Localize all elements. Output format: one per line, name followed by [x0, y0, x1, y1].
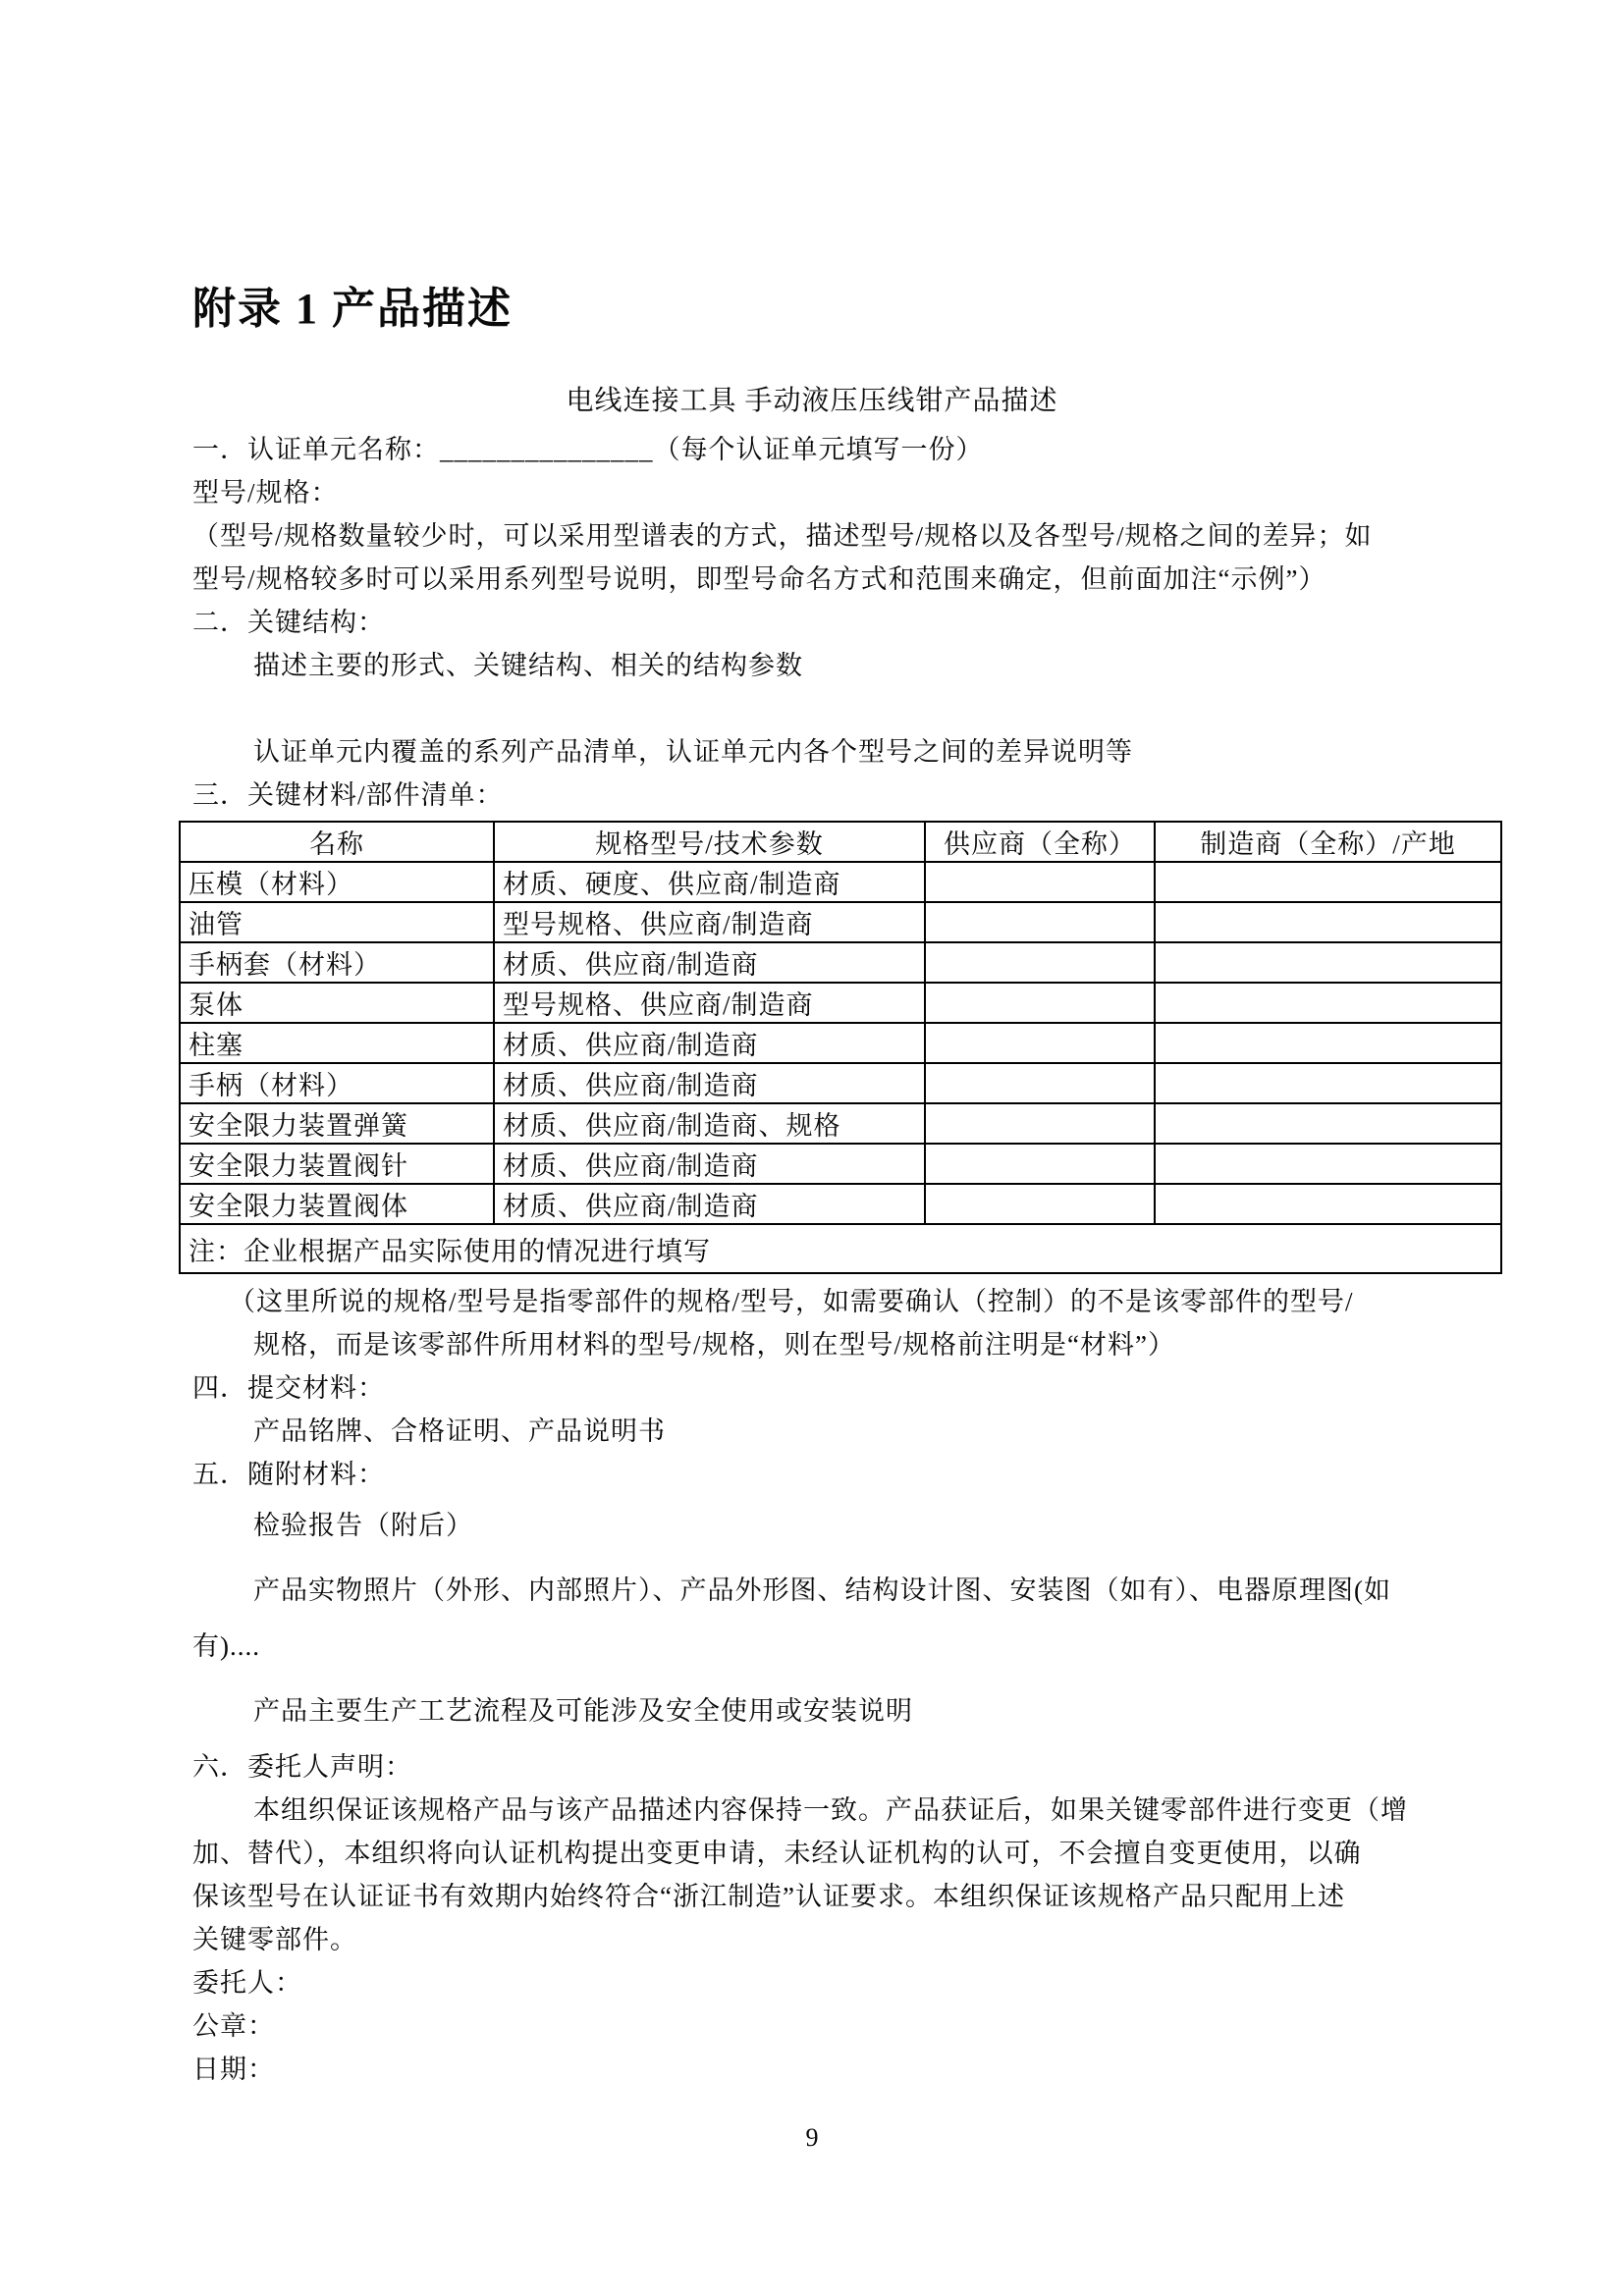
- spec-cell: 材质、供应商/制造商: [494, 942, 925, 983]
- supplier-cell: [925, 1144, 1155, 1184]
- part-name-cell: 手柄（材料）: [180, 1063, 494, 1103]
- spec-cell: 材质、供应商/制造商: [494, 1023, 925, 1063]
- table-row: [180, 983, 1501, 1023]
- text-line: 保该型号在认证证书有效期内始终符合“浙江制造”认证要求。本组织保证该规格产品只配用上述: [192, 1882, 1345, 1912]
- text-line: 二．关键结构：: [192, 608, 385, 638]
- text-line: 检验报告（附后）: [253, 1511, 473, 1541]
- manufacturer-cell: [1155, 1103, 1501, 1144]
- text-line: 日期：: [192, 2055, 275, 2085]
- text-line: 产品主要生产工艺流程及可能涉及安全使用或安装说明: [253, 1696, 913, 1727]
- supplier-cell: [925, 942, 1155, 983]
- supplier-cell: [925, 983, 1155, 1023]
- body-text-before-table: [179, 428, 1445, 817]
- supplier-cell: [925, 1023, 1155, 1063]
- spec-cell: 型号规格、供应商/制造商: [494, 983, 925, 1023]
- supplier-cell: [925, 1063, 1155, 1103]
- part-name-cell: 柱塞: [180, 1023, 494, 1063]
- text-line: 型号/规格较多时可以采用系列型号说明，即型号命名方式和范围来确定，但前面加注“示例”）: [192, 564, 1326, 595]
- table-row: [180, 1144, 1501, 1184]
- column-header: 规格型号/技术参数: [494, 822, 925, 862]
- spec-cell: 材质、供应商/制造商: [494, 1063, 925, 1103]
- manufacturer-cell: [1155, 902, 1501, 942]
- supplier-cell: [925, 1184, 1155, 1224]
- column-header: 名称: [180, 822, 494, 862]
- column-header: 供应商（全称）: [925, 822, 1155, 862]
- table-note: 注：企业根据产品实际使用的情况进行填写: [180, 1224, 1501, 1273]
- table-row: [180, 942, 1501, 983]
- table-row: [180, 1023, 1501, 1063]
- table-row: [180, 902, 1501, 942]
- table-body: [180, 862, 1501, 1273]
- manufacturer-cell: [1155, 983, 1501, 1023]
- text-line: 三．关键材料/部件清单：: [192, 780, 504, 811]
- manufacturer-cell: [1155, 1184, 1501, 1224]
- part-name-cell: 安全限力装置阀体: [180, 1184, 494, 1224]
- supplier-cell: [925, 862, 1155, 902]
- text-line: 认证单元内覆盖的系列产品清单，认证单元内各个型号之间的差异说明等: [253, 737, 1133, 768]
- spec-cell: 型号规格、供应商/制造商: [494, 902, 925, 942]
- text-line: 加、替代），本组织将向认证机构提出变更申请，未经认证机构的认可，不会擅自变更使用，以确: [192, 1839, 1362, 1869]
- text-line: 关键零部件。: [192, 1925, 357, 1955]
- text-line: 四．提交材料：: [192, 1373, 385, 1404]
- part-name-cell: 油管: [180, 902, 494, 942]
- text-line: 产品实物照片（外形、内部照片）、产品外形图、结构设计图、安装图（如有）、电器原理图(如: [253, 1575, 1391, 1606]
- supplier-cell: [925, 1103, 1155, 1144]
- text-line: （型号/规格数量较少时，可以采用型谱表的方式，描述型号/规格以及各型号/规格之间的差异；如: [192, 521, 1373, 552]
- text-line: 型号/规格：: [192, 478, 339, 508]
- table-row: [180, 1184, 1501, 1224]
- part-name-cell: 压模（材料）: [180, 862, 494, 902]
- text-line: 产品铭牌、合格证明、产品说明书: [253, 1416, 666, 1447]
- column-header: 制造商（全称）/产地: [1155, 822, 1501, 862]
- text-line: 有)....: [192, 1631, 260, 1662]
- manufacturer-cell: [1155, 1023, 1501, 1063]
- text-line: 本组织保证该规格产品与该产品描述内容保持一致。产品获证后，如果关键零部件进行变更（增: [253, 1795, 1408, 1826]
- spec-cell: 材质、供应商/制造商: [494, 1184, 925, 1224]
- product-description-subtitle: 电线连接工具 手动液压压线钳产品描述: [566, 386, 1058, 417]
- table-note-row: [180, 1224, 1501, 1273]
- spec-cell: 材质、硬度、供应商/制造商: [494, 862, 925, 902]
- table-row: [180, 1063, 1501, 1103]
- text-line: 五．随附材料：: [192, 1460, 385, 1490]
- text-line: 委托人：: [192, 1968, 302, 1999]
- manufacturer-cell: [1155, 1144, 1501, 1184]
- text-line: （这里所说的规格/型号是指零部件的规格/型号，如需要确认（控制）的不是该零部件的型号/: [229, 1287, 1354, 1317]
- manufacturer-cell: [1155, 942, 1501, 983]
- key-materials-table: [179, 821, 1502, 1274]
- text-line: 规格，而是该零部件所用材料的型号/规格，则在型号/规格前注明是“材料”）: [253, 1330, 1175, 1361]
- supplier-cell: [925, 902, 1155, 942]
- manufacturer-cell: [1155, 862, 1501, 902]
- table-row: [180, 1103, 1501, 1144]
- table-header: [180, 822, 1501, 862]
- page-number: 9: [805, 2123, 819, 2152]
- part-name-cell: 安全限力装置阀针: [180, 1144, 494, 1184]
- manufacturer-cell: [1155, 1063, 1501, 1103]
- table-row: [180, 862, 1501, 902]
- text-line: 公章：: [192, 2011, 275, 2042]
- text-line: 描述主要的形式、关键结构、相关的结构参数: [253, 651, 803, 681]
- body-text-after-table: [179, 1280, 1445, 2091]
- part-name-cell: 手柄套（材料）: [180, 942, 494, 983]
- part-name-cell: 安全限力装置弹簧: [180, 1103, 494, 1144]
- text-line: 六．委托人声明：: [192, 1752, 412, 1783]
- spec-cell: 材质、供应商/制造商: [494, 1144, 925, 1184]
- text-line: 一．认证单元名称：_______________（每个认证单元填写一份）: [192, 435, 984, 465]
- table-header-row: [180, 822, 1501, 862]
- spec-cell: 材质、供应商/制造商、规格: [494, 1103, 925, 1144]
- appendix-title: 附录 1 产品描述: [192, 285, 513, 333]
- part-name-cell: 泵体: [180, 983, 494, 1023]
